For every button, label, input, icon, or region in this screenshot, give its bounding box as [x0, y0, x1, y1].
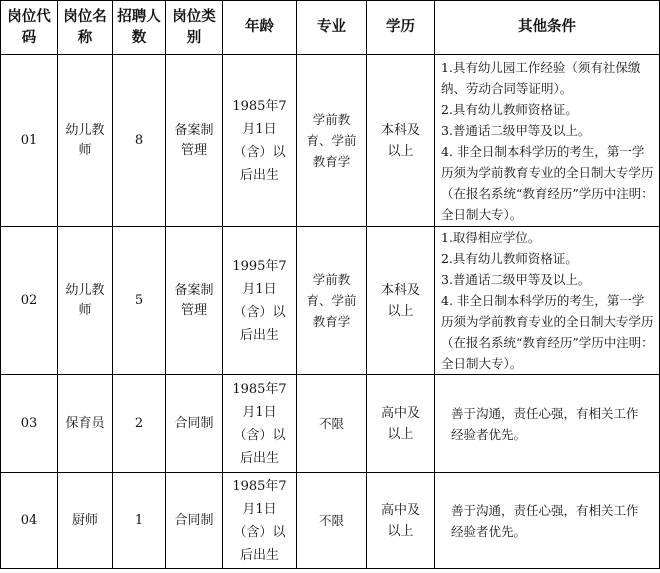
table-row: [1, 55, 660, 227]
cell-age: 1985年7月1日（含）以后出生: [223, 473, 297, 569]
cell-code: 04: [1, 473, 58, 569]
cell-major: 学前教育、学前教育学: [297, 227, 367, 375]
condition-item: 1.具有幼儿园工作经验（须有社保缴纳、劳动合同等证明）。: [441, 59, 641, 96]
cell-count: 1: [113, 473, 166, 569]
condition-item: 善于沟通，责任心强，有相关工作经验者优先。: [451, 502, 639, 539]
cell-major: 不限: [297, 375, 367, 473]
header-age: 年龄: [223, 1, 297, 55]
condition-item: 4. 非全日制本科学历的考生，第一学历须为学前教育专业的全日制大专学历（在报名系统“教育经历”学历中注明：全日制大专）。: [441, 293, 654, 371]
cell-major: 学前教育、学前教育学: [297, 55, 367, 227]
cell-code: 01: [1, 55, 58, 227]
cell-category: 合同制: [166, 375, 223, 473]
cell-education: 高中及以上: [367, 375, 435, 473]
cell-age: 1995年7月1日（含）以后出生: [223, 227, 297, 375]
cell-major: 不限: [297, 473, 367, 569]
cell-age: 1985年7月1日（含）以后出生: [223, 375, 297, 473]
condition-item: 3.普通话二级甲等及以上。: [441, 122, 591, 138]
header-other: 其他条件: [435, 1, 660, 55]
condition-item: 3.普通话二级甲等及以上。: [441, 272, 591, 287]
table-header-row: [1, 1, 660, 55]
table-row: [1, 375, 660, 473]
cell-name: 厨师: [58, 473, 113, 569]
cell-name: 保育员: [58, 375, 113, 473]
cell-name: 幼儿教师: [58, 55, 113, 227]
condition-item: 2.具有幼儿教师资格证。: [441, 101, 578, 117]
cell-other: [435, 473, 660, 569]
header-major: 专业: [297, 1, 367, 55]
condition-item: 善于沟通，责任心强，有相关工作经验者优先。: [451, 405, 639, 442]
header-code: 岗位代码: [1, 1, 58, 55]
cell-name: 幼儿教师: [58, 227, 113, 375]
condition-item: 2.具有幼儿教师资格证。: [441, 251, 578, 266]
header-category: 岗位类别: [166, 1, 223, 55]
cell-category: 备案制管理: [166, 55, 223, 227]
condition-item: 4. 非全日制本科学历的考生，第一学历须为学前教育专业的全日制大专学历（在报名系统“教育经历”学历中注明：全日制大专）。: [441, 143, 654, 222]
cell-education: 本科及以上: [367, 227, 435, 375]
cell-category: 备案制管理: [166, 227, 223, 375]
cell-other: [435, 55, 660, 227]
cell-education: 本科及以上: [367, 55, 435, 227]
header-name: 岗位名称: [58, 1, 113, 55]
cell-count: 8: [113, 55, 166, 227]
cell-code: 03: [1, 375, 58, 473]
cell-other: [435, 227, 660, 375]
cell-category: 合同制: [166, 473, 223, 569]
cell-education: 高中及以上: [367, 473, 435, 569]
header-education: 学历: [367, 1, 435, 55]
cell-count: 5: [113, 227, 166, 375]
table-row: [1, 227, 660, 375]
table-row: [1, 473, 660, 569]
cell-count: 2: [113, 375, 166, 473]
condition-item: 1.取得相应学位。: [441, 230, 541, 245]
cell-code: 02: [1, 227, 58, 375]
cell-age: 1985年7月1日（含）以后出生: [223, 55, 297, 227]
header-count: 招聘人数: [113, 1, 166, 55]
cell-other: [435, 375, 660, 473]
